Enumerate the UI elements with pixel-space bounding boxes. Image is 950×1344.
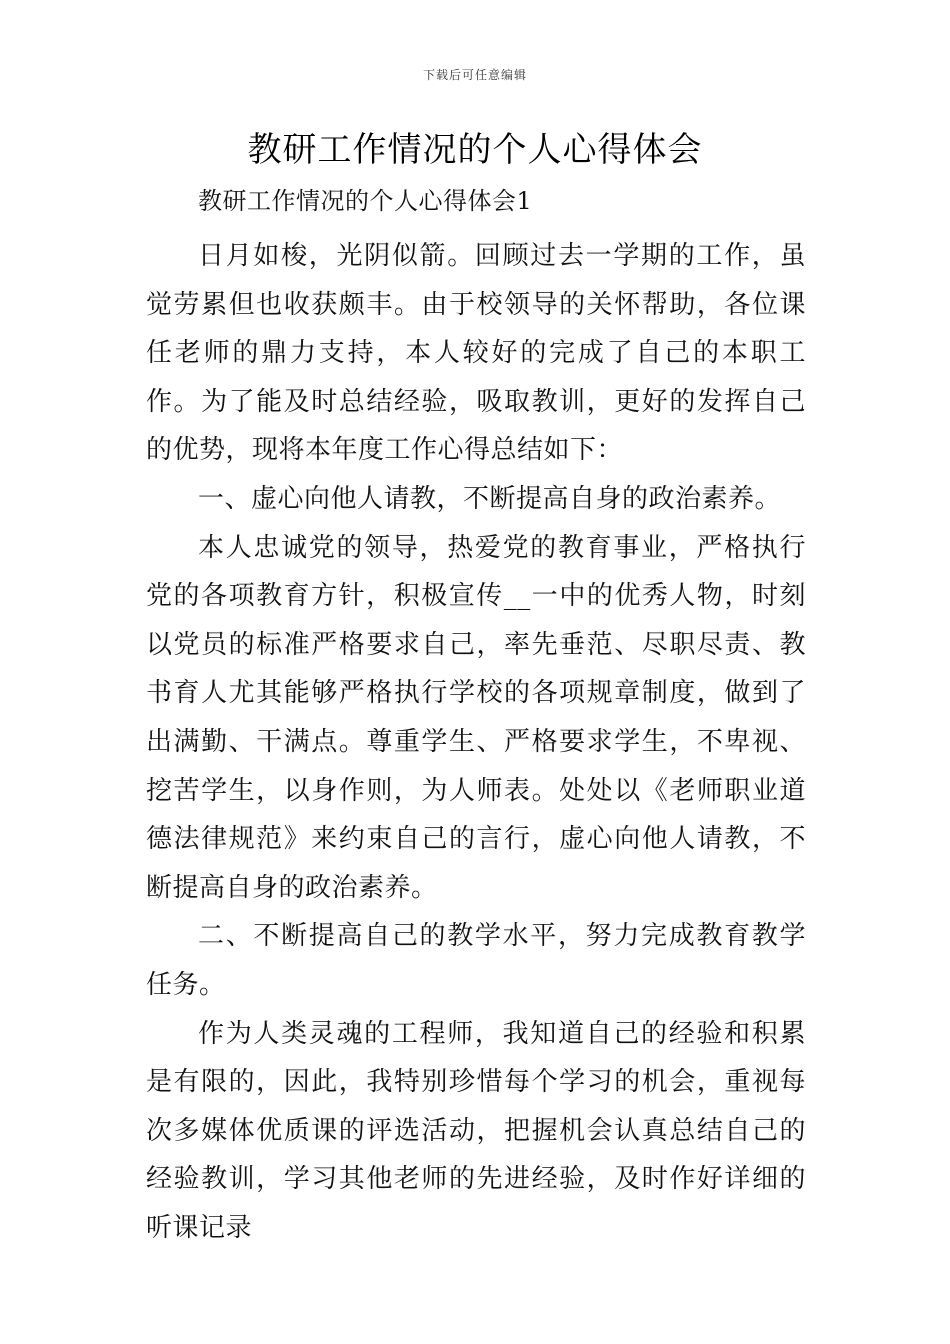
document-title: 教研工作情况的个人心得体会 (247, 130, 703, 170)
section-heading-1: 一、虚心向他人请教，不断提高自身的政治素养。 (198, 483, 782, 514)
header-note: 下载后可任意编辑 (422, 68, 527, 82)
paragraph-political: 本人忠诚党的领导，热爱党的教育事业，严格执行党的各项教育方针，积极宣传__一中的优秀人物，时刻以党员的标准严格要求自己，率先垂范、尽职尽责、教书育人尤其能够严格执行学校的各项规章制度，做到了出满勤、干满点。尊重学生、严格要求学生，不卑视、挖苦学生，以身作则，为人师表。处处以《老师职业道德法律规范》来约束自己的言行，虚心向他人请教，不断提高自身的政治素养。 (146, 532, 806, 903)
section-heading-2: 二、不断提高自己的教学水平，努力完成教育教学任务。 (146, 921, 806, 1000)
paragraph-teaching: 作为人类灵魂的工程师，我知道自己的经验和积累是有限的，因此，我特别珍惜每个学习的机会，重视每次多媒体优质课的评选活动，把握机会认真总结自己的经验教训，学习其他老师的先进经验，及时作好详细的听课记录 (146, 1018, 806, 1243)
paragraph-intro: 日月如梭，光阴似箭。回顾过去一学期的工作，虽觉劳累但也收获颇丰。由于校领导的关怀帮助，各位课任老师的鼎力支持，本人较好的完成了自己的本职工作。为了能及时总结经验，吸取教训，更好的发挥自己的优势，现将本年度工作心得总结如下： (146, 241, 806, 466)
section-subtitle: 教研工作情况的个人心得体会1 (198, 187, 533, 215)
document-body (146, 180, 806, 1252)
